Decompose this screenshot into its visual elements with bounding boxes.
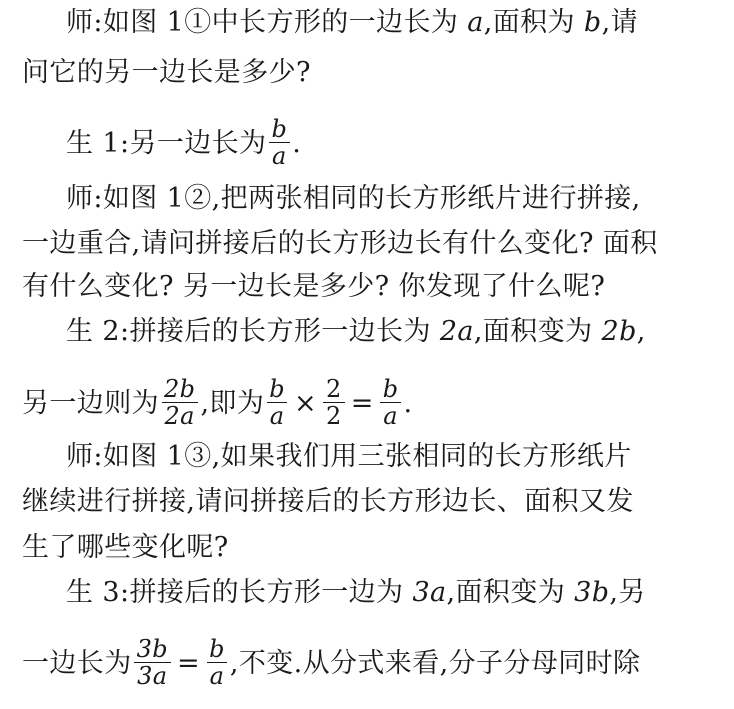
denominator: 3a [134,662,170,689]
paragraph-line-8 [22,375,413,431]
paragraph-line-13 [22,635,641,691]
fraction-3b-over-3a [134,636,171,689]
text: 另一边则为 [22,388,159,419]
equals-sign: = [350,388,374,419]
paragraph-line-5 [22,227,658,261]
fraction-2-over-2 [323,376,345,429]
paragraph-line-6 [22,270,605,304]
text: , [636,316,646,347]
math-3a: 3a [412,577,447,608]
text: ,不变.从分式来看,分子分母同时除 [229,648,641,679]
math-a: a [467,7,484,38]
fraction-b-over-a [268,116,290,169]
text: 生 2:拼接后的长方形一边长为 [66,316,440,347]
text: ,面积变为 [473,316,602,347]
denominator: a [269,142,290,169]
text: 继续进行拼接,请问拼接后的长方形边长、面积又发 [22,486,634,517]
denominator: a [207,662,228,689]
paragraph-line-1 [66,6,638,40]
text: 问它的另一边长是多少? [22,57,311,88]
denominator: a [267,402,288,429]
paragraph-line-7 [66,315,646,349]
fraction-b-over-a [266,376,288,429]
fraction-b-over-a [380,376,402,429]
paragraph-line-4 [66,182,641,216]
text: ,面积为 [483,7,584,38]
text: . [403,388,413,419]
denominator: 2a [162,402,198,429]
text: 生 1:另一边长为 [66,128,267,159]
numerator: 3b [136,635,169,663]
numerator: b [271,115,288,143]
paragraph-line-11 [22,531,229,565]
text: 生 3:拼接后的长方形一边为 [66,577,413,608]
math-3b: 3b [574,577,610,608]
text: 师:如图 1②,把两张相同的长方形纸片进行拼接, [66,183,641,214]
fraction-2b-over-2a [161,376,198,429]
numerator: b [382,375,399,403]
text: 生了哪些变化呢? [22,532,229,563]
numerator: b [269,375,285,403]
numerator: 2b [164,375,196,403]
denominator: a [380,402,401,429]
text: 师:如图 1①中长方形的一边长为 [66,7,468,38]
equals-sign: = [177,648,201,679]
denominator: 2 [323,402,345,429]
text: 一边长为 [22,648,132,679]
paragraph-line-10 [22,485,634,519]
text: ,面积变为 [446,577,575,608]
paragraph-line-9 [66,440,632,474]
text: ,另 [609,577,646,608]
text: . [292,128,302,159]
text: 有什么变化? 另一边长是多少? 你发现了什么呢? [22,271,606,302]
text: 一边重合,请问拼接后的长方形边长有什么变化? 面积 [22,228,658,259]
math-2a: 2a [439,316,474,347]
numerator: 2 [326,375,342,403]
numerator: b [209,635,225,663]
math-b: b [583,7,602,38]
times-sign: × [294,388,318,419]
text: ,即为 [200,388,265,419]
paragraph-line-12 [66,576,646,610]
text: 师:如图 1③,如果我们用三张相同的长方形纸片 [66,441,632,472]
paragraph-line-3 [66,115,302,171]
fraction-b-over-a [206,636,228,689]
math-2b: 2b [601,316,637,347]
text: ,请 [601,7,638,38]
paragraph-line-2 [22,56,311,90]
